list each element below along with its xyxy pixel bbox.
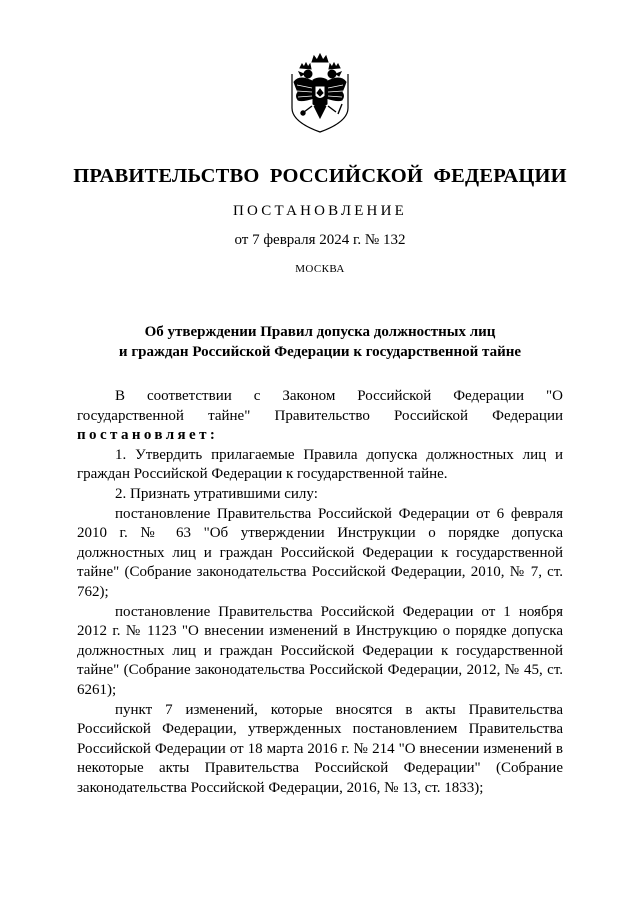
document-body (77, 387, 563, 798)
intro-text: В соответствии с Законом Российской Федерации "О государственной тайне" Правительство Российской Федерации (77, 388, 563, 424)
item-1-paragraph: 1. Утвердить прилагаемые Правила допуска должностных лиц и граждан Российской Федерации к государственной тайне. (77, 446, 563, 483)
heading-line-1: Об утверждении Правил допуска должностных лиц (144, 324, 496, 340)
item-2-paragraph: 2. Признать утратившими силу: (115, 485, 318, 502)
government-title: ПРАВИТЕЛЬСТВО РОССИЙСКОЙ ФЕДЕРАЦИИ (73, 165, 567, 187)
repeal-1-paragraph: постановление Правительства Российской Федерации от 6 февраля 2010 г. № 63 "Об утверждении Инструкции о порядке допуска должностных лиц и граждан Российской Федерации к государственной тайне" (Собрание законодательства Российской Федерации, 2010, № 7, ст. 762); (77, 505, 563, 600)
document-type: ПОСТАНОВЛЕНИЕ (233, 203, 407, 219)
document-city: МОСКВА (295, 263, 345, 275)
repeal-2-paragraph: постановление Правительства Российской Федерации от 1 ноября 2012 г. № 1123 "О внесении изменений в Инструкцию о порядке допуска должностных лиц и граждан Российской Федерации к государственной тайне" (Собрание законодательства Российской Федерации, 2012, № 45, ст. 6261); (77, 603, 563, 698)
resolves-word: постановляет: (77, 427, 219, 444)
repeal-3-paragraph: пункт 7 изменений, которые вносятся в акты Правительства Российской Федерации, утвержденных постановлением Правительства Российской Федерации от 18 марта 2016 г. № 214 "О внесении изменений в некоторые акты Правительства Российской Федерации" (Собрание законодательства Российской Федерации, 2016, № 13, ст. 1833); (77, 701, 563, 796)
intro-paragraph (77, 387, 563, 446)
double-headed-eagle-emblem (286, 52, 354, 134)
document-date-number: от 7 февраля 2024 г. № 132 (234, 232, 406, 248)
document-heading (0, 322, 640, 362)
heading-line-2: и граждан Российской Федерации к государственной тайне (118, 344, 522, 360)
